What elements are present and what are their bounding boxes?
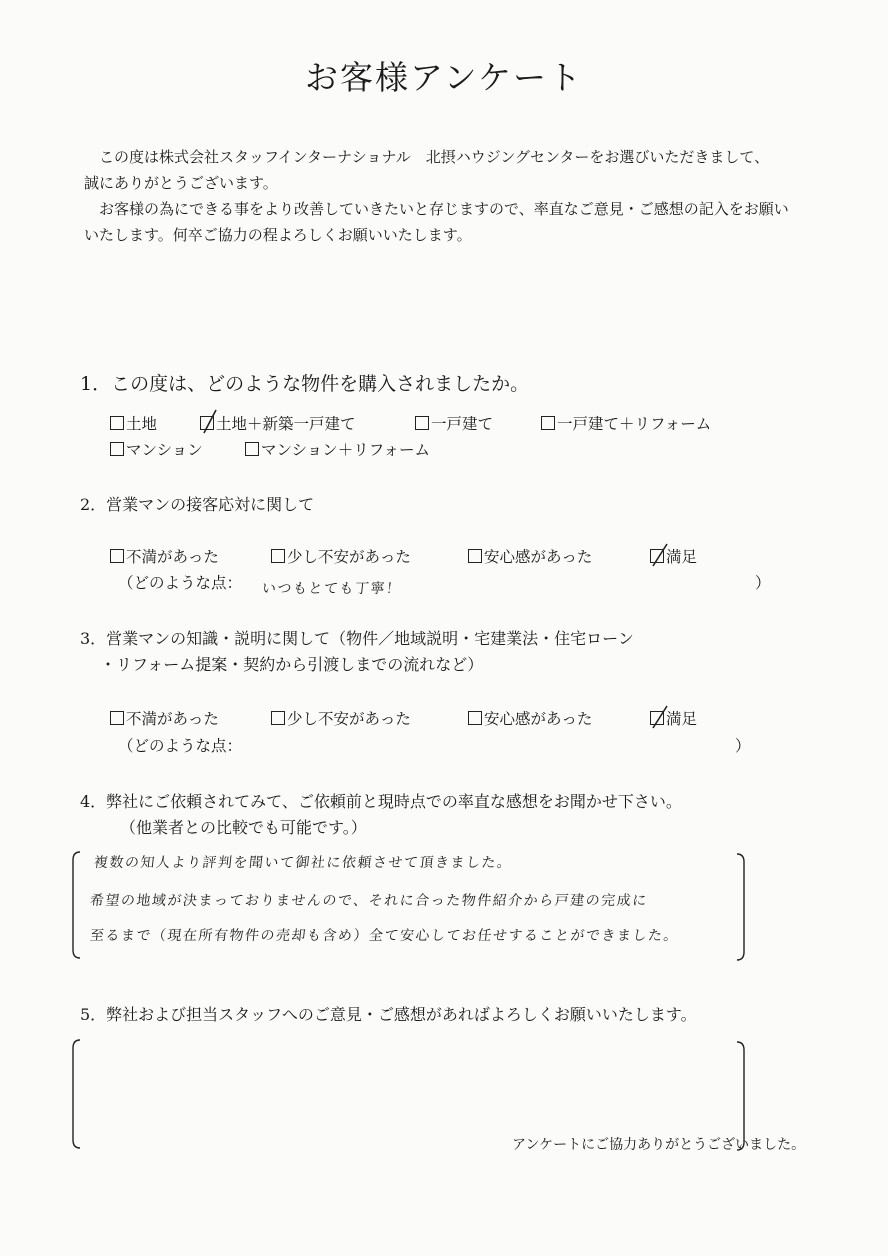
option-label: 満足 [666, 548, 698, 566]
option-label: 少し不安があった [287, 548, 411, 566]
q3-option-reassured[interactable] [468, 707, 592, 729]
checkbox[interactable] [650, 549, 664, 563]
q4-answer-line[interactable]: 希望の地域が決まっておりませんので、それに合った物件紹介から戸建の完成に [89, 893, 649, 909]
checkbox[interactable] [200, 416, 214, 430]
option-label: 不満があった [126, 710, 219, 728]
q2-option-reassured[interactable] [468, 545, 592, 567]
q3-reason-label: （どのような点： [118, 737, 243, 755]
option-label: 土地 [126, 415, 158, 433]
option-label: マンション [126, 441, 203, 459]
checkbox[interactable] [110, 711, 124, 725]
check-mark-icon [202, 409, 218, 435]
checkbox[interactable] [245, 442, 259, 456]
intro-line: お客様の為にできる事をより改善していきたいと存じますので、率直なご意見・ご感想の記入をお願い [99, 200, 789, 218]
question-5: 5．弊社および担当スタッフへのご意見・ご感想があればよろしくお願いいたします。 [80, 1005, 697, 1024]
question-2: 2．営業マンの接客応対に関して [80, 495, 315, 514]
close-paren: ） [735, 737, 751, 755]
q1-option-house-reform[interactable] [541, 412, 711, 434]
checkbox[interactable] [271, 549, 285, 563]
q5-answer-area[interactable] [90, 1045, 730, 1140]
option-label: 安心感があった [484, 710, 593, 728]
option-label: マンション＋リフォーム [261, 441, 431, 459]
q2-reason-answer[interactable]: いつもとても丁寧！ [261, 581, 403, 597]
checkbox[interactable] [110, 442, 124, 456]
intro-line: いたします。何卒ご協力の程よろしくお願いいたします。 [84, 226, 472, 244]
q2-option-slightly-worried[interactable] [271, 545, 411, 567]
check-mark-icon [652, 542, 668, 568]
checkbox[interactable] [468, 711, 482, 725]
checkbox[interactable] [271, 711, 285, 725]
option-label: 安心感があった [484, 548, 593, 566]
intro-text [84, 144, 824, 248]
page-title: お客様アンケート [304, 58, 584, 97]
question-3-line1: 3．営業マンの知識・説明に関して（物件／地域説明・宅建業法・住宅ローン [80, 629, 634, 648]
q3-option-dissatisfied[interactable] [110, 707, 219, 729]
check-mark-icon [652, 704, 668, 730]
question-4-line1: 4．弊社にご依頼されてみて、ご依頼前と現時点での率直な感想をお聞かせ下さい。 [80, 792, 682, 811]
q1-option-land[interactable] [110, 412, 157, 434]
question-4-line2: （他業者との比較でも可能です。） [120, 818, 367, 837]
option-label: 土地＋新築一戸建て [216, 415, 356, 433]
q2-reason-label: （どのような点： [118, 574, 243, 592]
right-bracket-icon [735, 852, 747, 962]
close-paren: ） [755, 574, 771, 592]
checkbox[interactable] [468, 549, 482, 563]
option-label: 不満があった [126, 548, 219, 566]
intro-line: 誠にありがとうございます。 [84, 174, 278, 192]
option-label: 一戸建て＋リフォーム [557, 415, 712, 433]
option-label: 少し不安があった [287, 710, 411, 728]
checkbox[interactable] [650, 711, 664, 725]
option-label: 満足 [666, 710, 698, 728]
q1-option-mansion[interactable] [110, 438, 203, 460]
checkbox[interactable] [110, 416, 124, 430]
question-3-line2: ・リフォーム提案・契約から引渡しまでの流れなど） [100, 655, 484, 674]
q4-answer-line[interactable]: 複数の知人より評判を聞いて御社に依頼させて頂きました。 [93, 855, 514, 871]
thanks-text: アンケートにご協力ありがとうございました。 [512, 1137, 806, 1153]
q2-option-dissatisfied[interactable] [110, 545, 219, 567]
q1-option-mansion-reform[interactable] [245, 438, 430, 460]
intro-line: この度は株式会社スタッフインターナショナル 北摂ハウジングセンターをお選びいただきまして、 [99, 148, 770, 166]
q3-option-satisfied[interactable] [650, 707, 697, 729]
checkbox[interactable] [541, 416, 555, 430]
q1-option-house[interactable] [415, 412, 493, 434]
q3-option-slightly-worried[interactable] [271, 707, 411, 729]
q4-answer-line[interactable]: 至るまで（現在所有物件の売却も含め）全て安心してお任せすることができました。 [89, 928, 680, 944]
question-1: 1．この度は、どのような物件を購入されましたか。 [80, 373, 530, 395]
q2-option-satisfied[interactable] [650, 545, 697, 567]
option-label: 一戸建て [431, 415, 494, 433]
checkbox[interactable] [415, 416, 429, 430]
q1-option-land-new-house[interactable] [200, 412, 356, 434]
left-bracket-icon [70, 850, 82, 960]
checkbox[interactable] [110, 549, 124, 563]
left-bracket-icon [70, 1038, 82, 1150]
